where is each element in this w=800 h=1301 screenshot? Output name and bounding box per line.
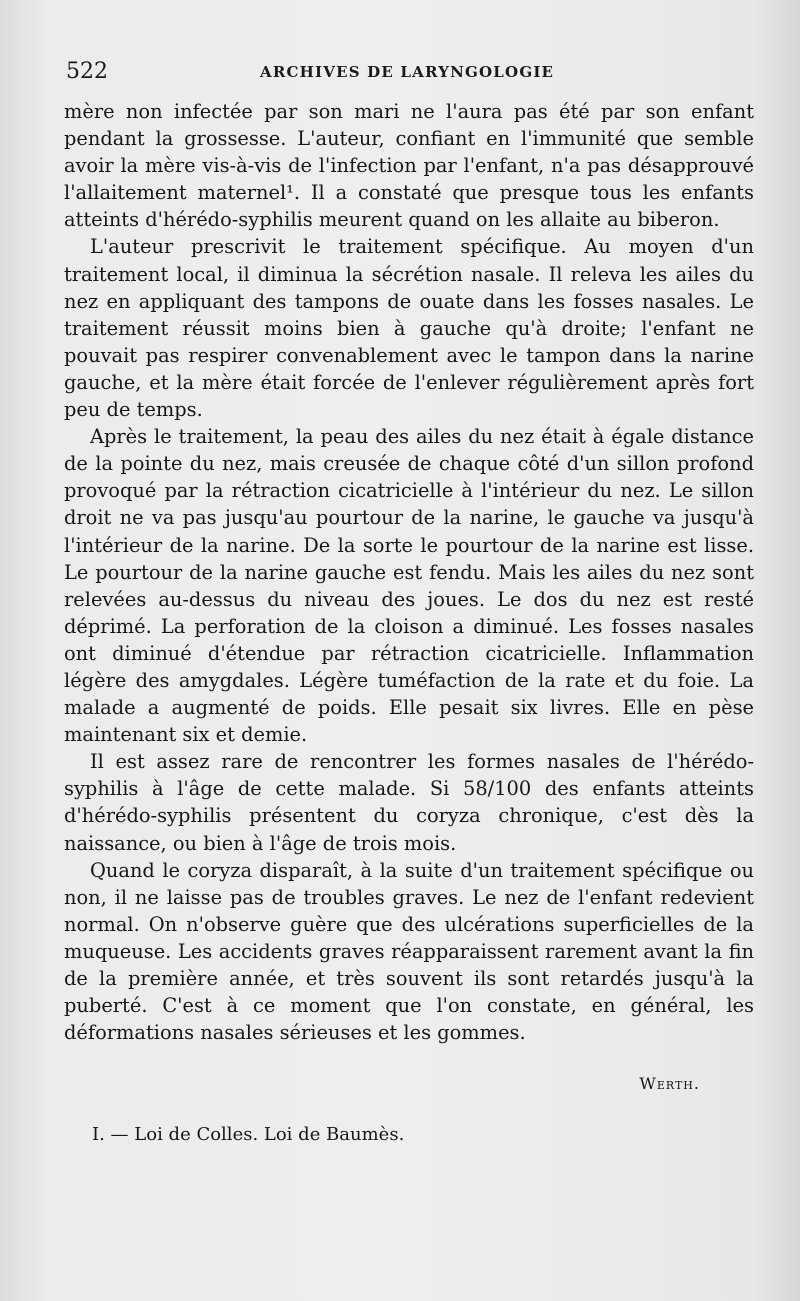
paragraph-2: L'auteur prescrivit le traitement spécifique. Au moyen d'un traitement local, il diminua la sécrétion nasale. Il releva les ailes du nez en appliquant des tampons de ouate dans les fosses nasales. Le traitement réussit moins bien à gauche qu'à droite; l'enfant ne pouvait pas respirer convenablement avec le tampon dans la narine gauche, et la mère était forcée de l'enlever régulièrement après fort peu de temps. xyxy=(64,235,754,422)
running-head xyxy=(66,58,756,86)
page-number: 522 xyxy=(66,59,108,84)
journal-title: ARCHIVES DE LARYNGOLOGIE xyxy=(260,63,555,81)
paragraph-4: Il est assez rare de rencontrer les formes nasales de l'hérédo-syphilis à l'âge de cette malade. Si 58/100 des enfants atteints d'hérédo-syphilis présentent du coryza chronique, c'est dès la naissance, ou bien à l'âge de trois mois. xyxy=(64,750,754,855)
footnote: I. — Loi de Colles. Loi de Baumès. xyxy=(92,1124,405,1145)
paragraph-5: Quand le coryza disparaît, à la suite d'un traitement spécifique ou non, il ne laisse pas de troubles graves. Le nez de l'enfant redevient normal. On n'observe guère que des ulcérations superficielles de la muqueuse. Les accidents graves réapparaissent rarement avant la fin de la première année, et très souvent ils sont retardés jusqu'à la puberté. C'est à ce moment que l'on constate, en général, les déformations nasales sérieuses et les gommes. xyxy=(64,858,754,1045)
paragraph-3: Après le traitement, la peau des ailes du nez était à égale distance de la pointe du nez, mais creusée de chaque côté d'un sillon profond provoqué par la rétraction cicatricielle à l'intérieur du nez. Le sillon droit ne va pas jusqu'au pourtour de la narine, le gauche va jusqu'à l'intérieur de la narine. De la sorte le pourtour de la narine est lisse. Le pourtour de la narine gauche est fendu. Mais les ailes du nez sont relevées au-dessus du niveau des joues. Le dos du nez est resté déprimé. La perforation de la cloison a diminué. Les fosses nasales ont diminué d'étendue par rétraction cicatricielle. Inflammation légère des amygdales. Légère tuméfaction de la rate et du foie. La malade a augmenté de poids. Elle pesait six livres. Elle en pèse maintenant six et demie. xyxy=(64,425,754,747)
paragraph-1: mère non infectée par son mari ne l'aura pas été par son enfant pendant la grossesse. L'auteur, confiant en l'immunité que semble avoir la mère vis-à-vis de l'infection par l'enfant, n'a pas désapprouvé l'allaitement maternel¹. Il a constaté que presque tous les enfants atteints d'hérédo-syphilis meurent quand on les allaite au biberon. xyxy=(64,100,754,232)
body-text xyxy=(64,98,754,1046)
author-signature: Werth. xyxy=(639,1074,700,1093)
